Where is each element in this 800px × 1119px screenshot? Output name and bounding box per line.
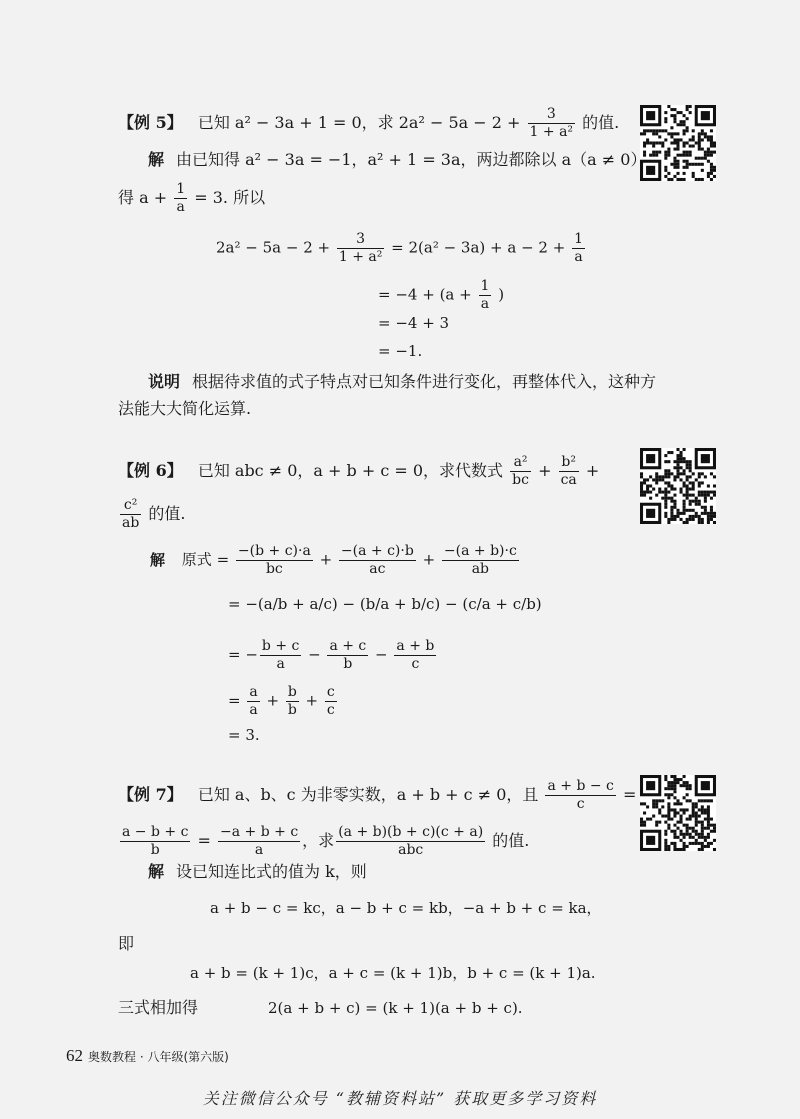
qr-code-ex7[interactable]	[640, 775, 716, 851]
ex6-solution-line1: 解 原式 = $\frac{-(b + c)\cdot a}{bc}$ + $\frac{-(a + c)\cdot b}{ac}$ + $\frac{-(a + b)\cdot c}{ab}$	[150, 543, 517, 577]
book-title: 奥数教程 · 八年级(第六版)	[88, 1050, 229, 1064]
ex5-statement: 【例 5】 已知 a² − 3a + 1 = 0，求 2a² − 5a − 2 + $\frac{3}{\text{1 + a²}}$ 的值.	[118, 106, 620, 140]
ex6-solution-line5: = 3.	[228, 726, 260, 744]
ex7-statement: 【例 7】 已知 a、b、c 为非零实数，a + b + c ≠ 0，且 $\frac{a + b - c}{c}$ =	[118, 778, 637, 812]
ex5-equation-3: = −4 + 3	[378, 314, 450, 332]
ex7-sum-label: 三式相加得	[118, 998, 199, 1017]
ex6-statement: 【例 6】 已知 abc ≠ 0，a + b + c = 0，求代数式 $\frac{\text{a²}}{bc}$ + $\frac{\text{b²}}{ca}$ +	[118, 454, 600, 488]
ex6-solution-line2: = −(a/b + a/c) − (b/a + b/c) − (c/a + c/b)	[228, 595, 542, 613]
ex5-fraction: $\frac{3}{\text{1 + a²}}$	[529, 106, 574, 140]
ex6-solution-line3: = − $\frac{b + c}{a}$ − $\frac{a + c}{b}$ − $\frac{a + b}{c}$	[228, 638, 435, 672]
ex7-solution-line1: 解 设已知连比式的值为 k，则	[148, 862, 367, 881]
ex6-statement-line2: $\frac{\text{c²}}{ab}$ 的值.	[122, 497, 186, 531]
ex5-solution-line1: 解 由已知得 a² − 3a = −1，a² + 1 = 3a，两边都除以 a（a ≠ 0）	[148, 150, 647, 169]
ex5-note-line1: 说明 根据待求值的式子特点对已知条件进行变化，再整体代入，这种方	[148, 372, 657, 391]
wechat-note: 关注微信公众号 “教辅资料站” 获取更多学习资料	[202, 1089, 598, 1108]
ex7-equation-1: a + b − c = kc，a − b + c = kb，−a + b + c = ka，	[210, 899, 602, 917]
ex5-tag: 【例 5】	[118, 113, 183, 132]
ex6-tag: 【例 6】	[118, 461, 183, 480]
ex7-tag: 【例 7】	[118, 785, 183, 804]
ex5-equation-4: = −1.	[378, 342, 423, 360]
page-number: 62	[66, 1046, 83, 1065]
ex7-ji: 即	[118, 934, 135, 953]
qr-code-ex6[interactable]	[640, 448, 716, 524]
ex7-equation-3: 2(a + b + c) = (k + 1)(a + b + c).	[268, 999, 523, 1017]
ex5-equation-2: = −4 + (a + $\frac{1}{a}$ )	[378, 278, 505, 312]
ex6-solution-line4: = $\frac{a}{a}$ + $\frac{b}{b}$ + $\frac{c}{c}$	[228, 684, 335, 718]
ex5-solution-line2: 得 a + $\frac{1}{a}$ = 3. 所以	[118, 181, 266, 215]
ex5-note-line2: 法能大大简化运算.	[118, 399, 252, 418]
ex5-equation-1: 2a² − 5a − 2 + $\frac{3}{\text{1 + a²}}$ = 2(a² − 3a) + a − 2 + $\frac{1}{a}$	[216, 231, 584, 265]
qr-code-ex5[interactable]	[640, 105, 716, 181]
ex7-statement-line2: $\frac{a - b + c}{b}$ = $\frac{-a + b + c}{a}$ ，求 $\frac{(a + b)(b + c)(c + a)}{\text{abc}}$ 的值.	[122, 824, 530, 858]
ex7-equation-2: a + b = (k + 1)c，a + c = (k + 1)b，b + c = (k + 1)a.	[190, 964, 596, 982]
